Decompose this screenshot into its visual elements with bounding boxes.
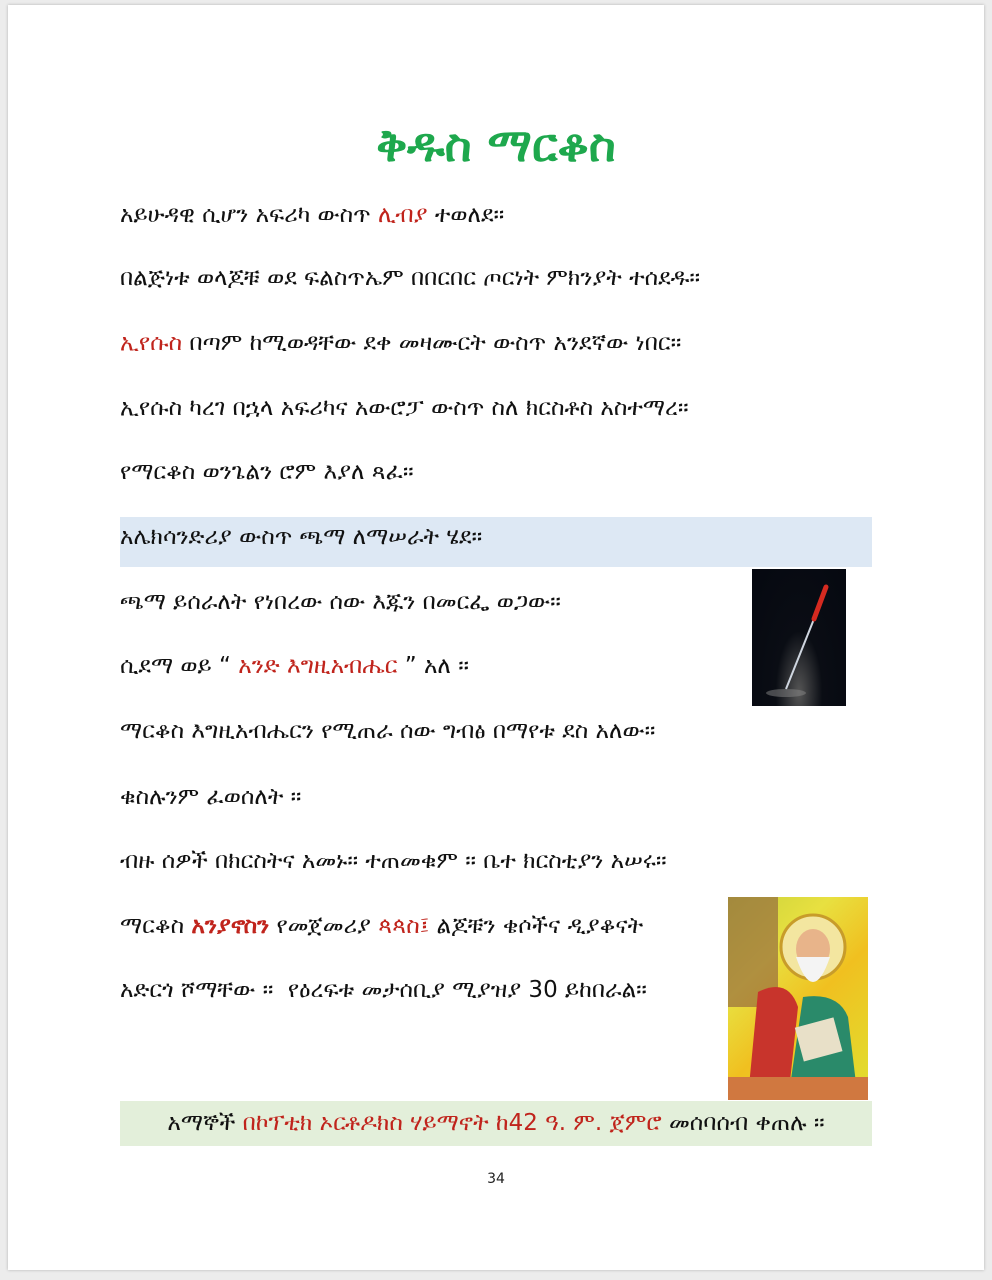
needle-image (752, 569, 846, 706)
text-line (120, 846, 667, 876)
highlighted-text: አንድ እግዚአብሔር (238, 653, 398, 679)
text-segment: በጣም ከሚወዳቸው ደቀ መዛሙርት ውስጥ አንደኛው ነበር። (182, 330, 682, 356)
text-line (120, 263, 700, 293)
text-segment: ማርቆስ (120, 913, 192, 939)
text-segment: ተወለደ። (427, 202, 505, 228)
text-segment: ጫማ ይሰራለት የነበረው ሰው እጁን በመርፌ ወጋው። (120, 589, 561, 615)
footer-note (0, 1108, 992, 1138)
highlighted-text: ጳጳስ፤ (378, 913, 430, 939)
text-line (120, 651, 469, 681)
text-segment: ማርቆስ እግዚአብሔርን የሚጠራ ሰው ግብፅ በማየቱ ደስ አለው። (120, 718, 656, 744)
text-line (120, 522, 482, 552)
text-line (120, 393, 689, 423)
text-segment: አሌክሳንድሪያ ውስጥ ጫማ ለማሠራት ሄደ። (120, 524, 483, 550)
text-line (120, 457, 414, 487)
text-line (120, 587, 561, 617)
highlighted-text: አንያኖስን (191, 913, 270, 939)
text-segment: አይሁዳዊ ሲሆን አፍሪካ ውስጥ (120, 202, 378, 228)
text-segment: በልጅነቱ ወላጆቹ ወደ ፍልስጥኤም በበርበር ጦርነት ምክንያት ተሰደዱ። (120, 265, 701, 291)
text-segment: ልጆቹን ቄሶችና ዲያቆናት (429, 913, 644, 939)
text-segment: መሰባሰብ ቀጠሉ ። (661, 1110, 825, 1136)
text-line (120, 975, 647, 1005)
text-line (120, 200, 504, 230)
text-segment: ኢየሱስ ካረገ በኋላ አፍሪካና አውሮፓ ውስጥ ስለ ክርስቶስ አስተማረ። (120, 395, 689, 421)
text-segment: አድርጎ ሾማቸው ። የዕረፍቱ መታሰቢያ ሚያዝያ 30 ይከበራል። (120, 977, 647, 1003)
text-segment: ሲደማ ወይ “ (120, 653, 239, 679)
text-line (120, 911, 643, 941)
text-segment: የማርቆስ ወንጌልን ሮም እያለ ጻፈ። (120, 459, 414, 485)
text-segment: አማኞች (167, 1110, 243, 1136)
text-line (120, 782, 301, 812)
text-segment: ቁስሉንም ፈወሰለት ። (120, 784, 302, 810)
highlighted-text: ኢየሱስ (120, 330, 183, 356)
text-segment: ብዙ ሰዎች በክርስትና አመኑ። ተጠመቁም ። ቤተ ክርስቲያን አሠሩ። (120, 848, 667, 874)
text-segment: ” አለ ። (397, 653, 469, 679)
text-line (120, 716, 655, 746)
page-title: ቅዱስ ማርቆስ (376, 118, 616, 172)
text-segment: የመጀመሪያ (269, 913, 379, 939)
highlighted-text: በኮፕቲክ ኦርቶዶክስ ሃይማኖት ከ42 ዓ. ም. ጀምሮ (242, 1110, 662, 1136)
page-number: 34 (487, 1171, 505, 1187)
text-line (120, 328, 681, 358)
saint-mark-icon-image (728, 897, 868, 1100)
highlighted-text: ሊብያ (377, 202, 428, 228)
